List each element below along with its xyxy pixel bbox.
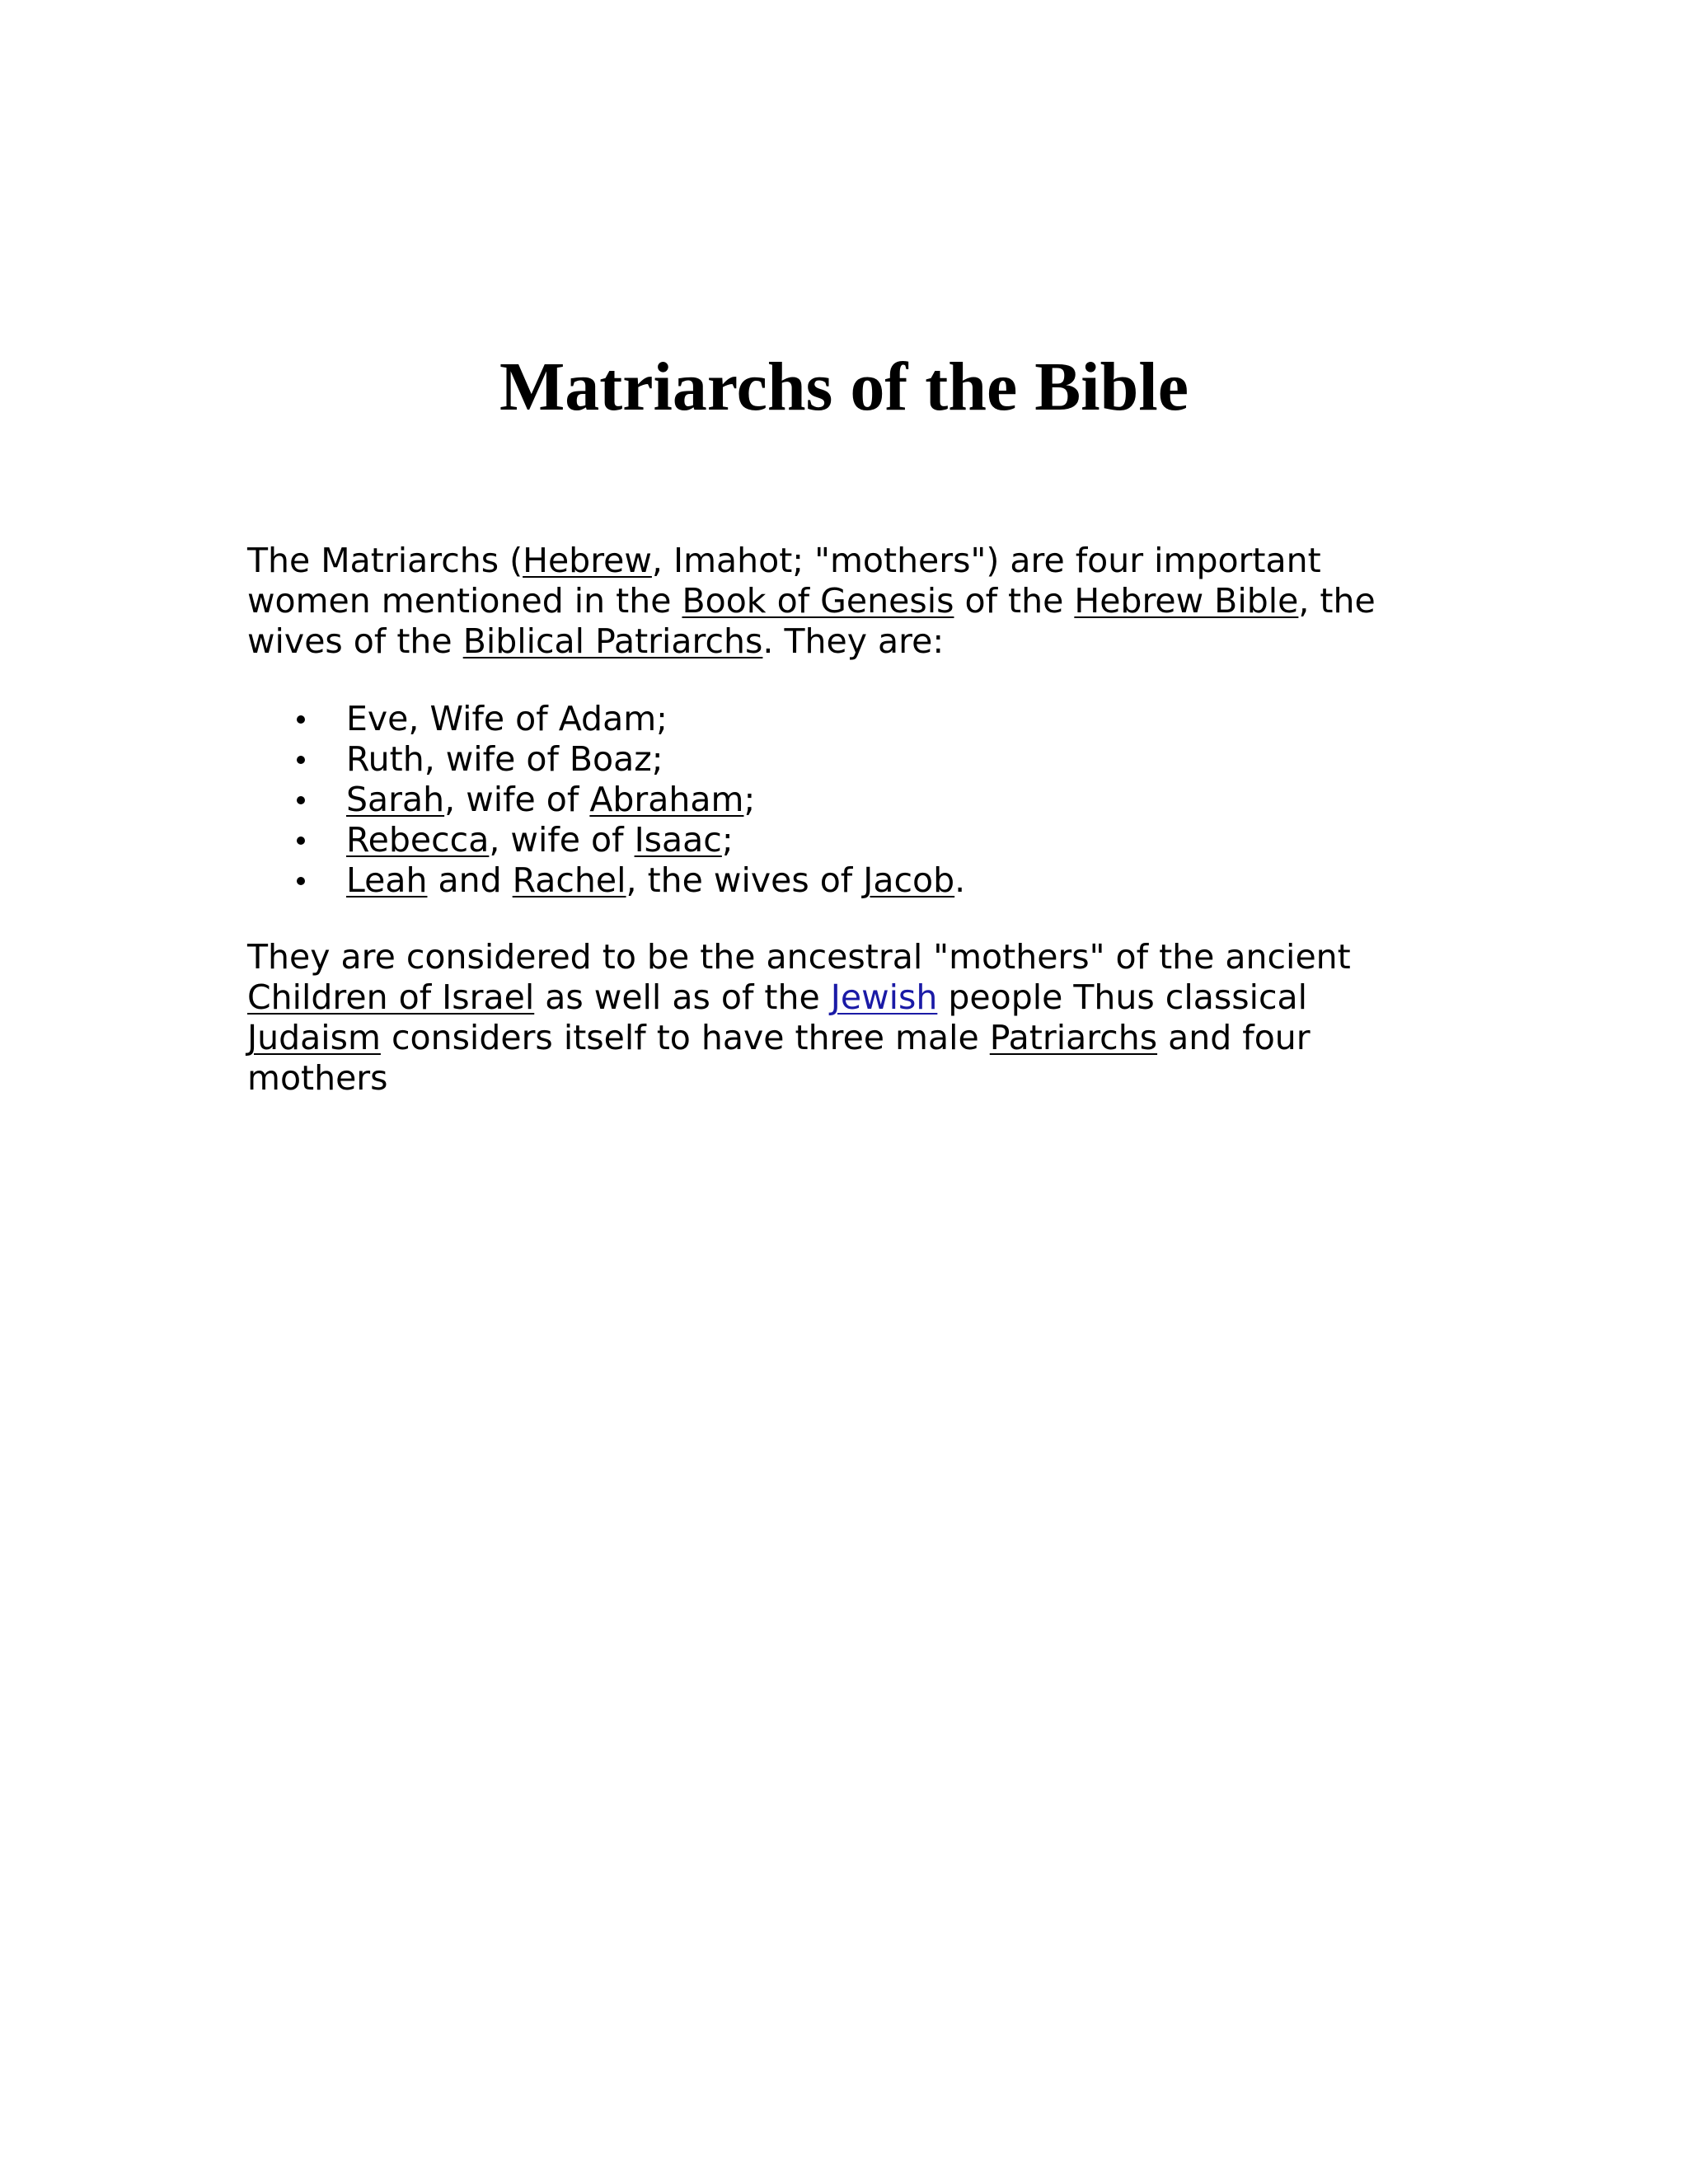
link-abraham[interactable]: Abraham [589,780,744,819]
link-leah[interactable]: Leah [346,860,428,900]
list-item-eve [247,699,1451,739]
closing-text-5: and four mothers [247,1018,1311,1098]
intro-paragraph [247,541,1451,662]
bullet-icon [297,837,305,845]
bullet-icon [297,796,305,804]
link-judaism[interactable]: Judaism [247,1018,381,1057]
list-item-text: Eve, Wife of Adam; [346,699,668,738]
link-book-of-genesis[interactable]: Book of Genesis [682,581,954,621]
list-item-sarah [247,780,1451,820]
closing-paragraph [247,937,1451,1099]
bullet-icon [297,715,305,724]
list-item-text: . [954,860,966,900]
closing-text-1: They are considered to be the ancestral "mothers" of the ancient [247,937,1351,977]
page-title: Matriarchs of the Bible [499,349,1189,425]
intro-text-4: , the wives of the [247,581,1376,661]
link-patriarchs[interactable]: Patriarchs [989,1018,1158,1057]
list-item-text: and [427,860,513,900]
list-item-text: ; [721,820,734,860]
link-children-of-israel[interactable]: Children of Israel [247,977,535,1017]
list-item-leah-rachel [247,860,1451,901]
list-item-ruth [247,739,1451,780]
link-jacob[interactable]: Jacob [863,860,955,900]
closing-text-3: people Thus classical [937,977,1308,1017]
list-item-text: ; [743,780,756,819]
closing-text-2: as well as of the [534,977,831,1017]
bullet-icon [297,756,305,764]
list-item-text: Ruth, wife of Boaz; [346,739,663,779]
link-sarah[interactable]: Sarah [346,780,445,819]
link-hebrew[interactable]: Hebrew [523,541,652,580]
link-rebecca[interactable]: Rebecca [346,820,490,860]
link-isaac[interactable]: Isaac [634,820,722,860]
list-item-text: , the wives of [626,860,864,900]
intro-text-1: The Matriarchs ( [247,541,523,580]
closing-text-4: considers itself to have three male [380,1018,990,1057]
bullet-icon [297,877,305,885]
intro-text-3: of the [954,581,1075,621]
link-biblical-patriarchs[interactable]: Biblical Patriarchs [462,621,763,661]
matriarch-list [247,699,1451,901]
intro-text-5: . They are: [762,621,945,661]
link-rachel[interactable]: Rachel [512,860,626,900]
link-jewish[interactable]: Jewish [830,977,938,1017]
intro-text-2: , Imahot; "mothers") are four important women mentioned in the [247,541,1321,621]
list-item-text: , wife of [444,780,590,819]
list-item-rebecca [247,820,1451,860]
list-item-text: , wife of [489,820,635,860]
link-hebrew-bible[interactable]: Hebrew Bible [1074,581,1299,621]
